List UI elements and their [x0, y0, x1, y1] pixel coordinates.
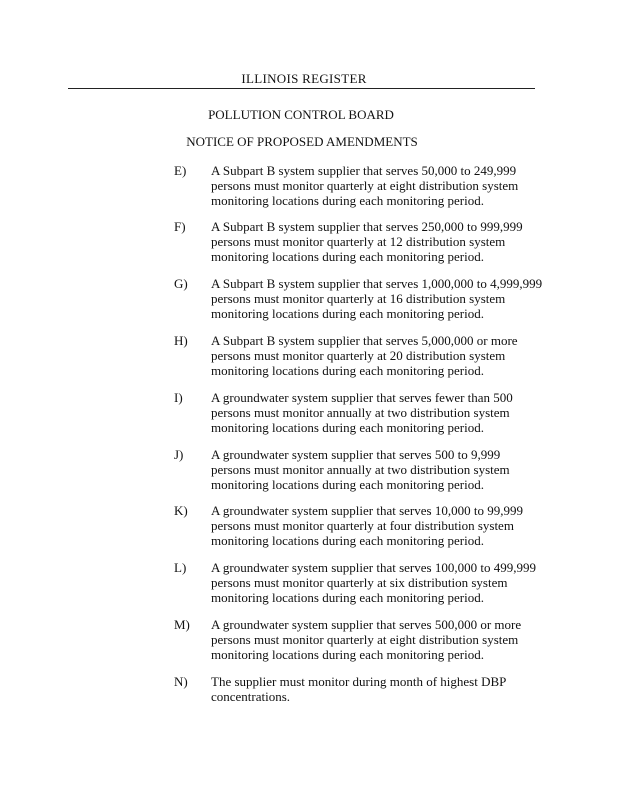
- item-label: K): [174, 503, 188, 518]
- notice-title: NOTICE OF PROPOSED AMENDMENTS: [186, 134, 418, 149]
- item-label: I): [174, 390, 183, 405]
- item-text: A groundwater system supplier that serves 10,000 to 99,999 persons must monitor quarterly at four distribution system monitoring locations during each monitoring period.: [211, 503, 523, 548]
- item-text: A groundwater system supplier that serves 500 to 9,999 persons must monitor annually at two distribution system monitoring locations during each monitoring period.: [211, 447, 510, 492]
- item-label: J): [174, 447, 184, 462]
- item-text: A groundwater system supplier that serves fewer than 500 persons must monitor annually at two distribution system monitoring locations during each monitoring period.: [211, 390, 513, 435]
- item-label: N): [174, 674, 188, 689]
- item-text: A Subpart B system supplier that serves 50,000 to 249,999 persons must monitor quarterly at eight distribution system monitoring locations during each monitoring period.: [211, 163, 519, 208]
- header-divider: [68, 88, 535, 89]
- item-text: A groundwater system supplier that serves 500,000 or more persons must monitor quarterly at eight distribution system monitoring locations during each monitoring period.: [211, 617, 522, 662]
- item-label: M): [174, 617, 190, 632]
- agency-name: POLLUTION CONTROL BOARD: [208, 107, 394, 122]
- item-text: A Subpart B system supplier that serves 250,000 to 999,999 persons must monitor quarterly at 12 distribution system monitoring locations during each monitoring period.: [211, 219, 523, 264]
- item-text: A Subpart B system supplier that serves 1,000,000 to 4,999,999 persons must monitor quarterly at 16 distribution system monitoring locations during each monitoring period.: [211, 276, 543, 321]
- item-label: H): [174, 333, 188, 348]
- register-title: ILLINOIS REGISTER: [241, 71, 367, 86]
- item-label: E): [174, 163, 187, 178]
- item-text: A groundwater system supplier that serves 100,000 to 499,999 persons must monitor quarterly at six distribution system monitoring locations during each monitoring period.: [211, 560, 536, 605]
- item-label: G): [174, 276, 188, 291]
- item-label: L): [174, 560, 187, 575]
- item-text: A Subpart B system supplier that serves 5,000,000 or more persons must monitor quarterly at 20 distribution system monitoring locations during each monitoring period.: [211, 333, 518, 378]
- item-label: F): [174, 219, 186, 234]
- item-text: The supplier must monitor during month of highest DBP concentrations.: [211, 674, 506, 704]
